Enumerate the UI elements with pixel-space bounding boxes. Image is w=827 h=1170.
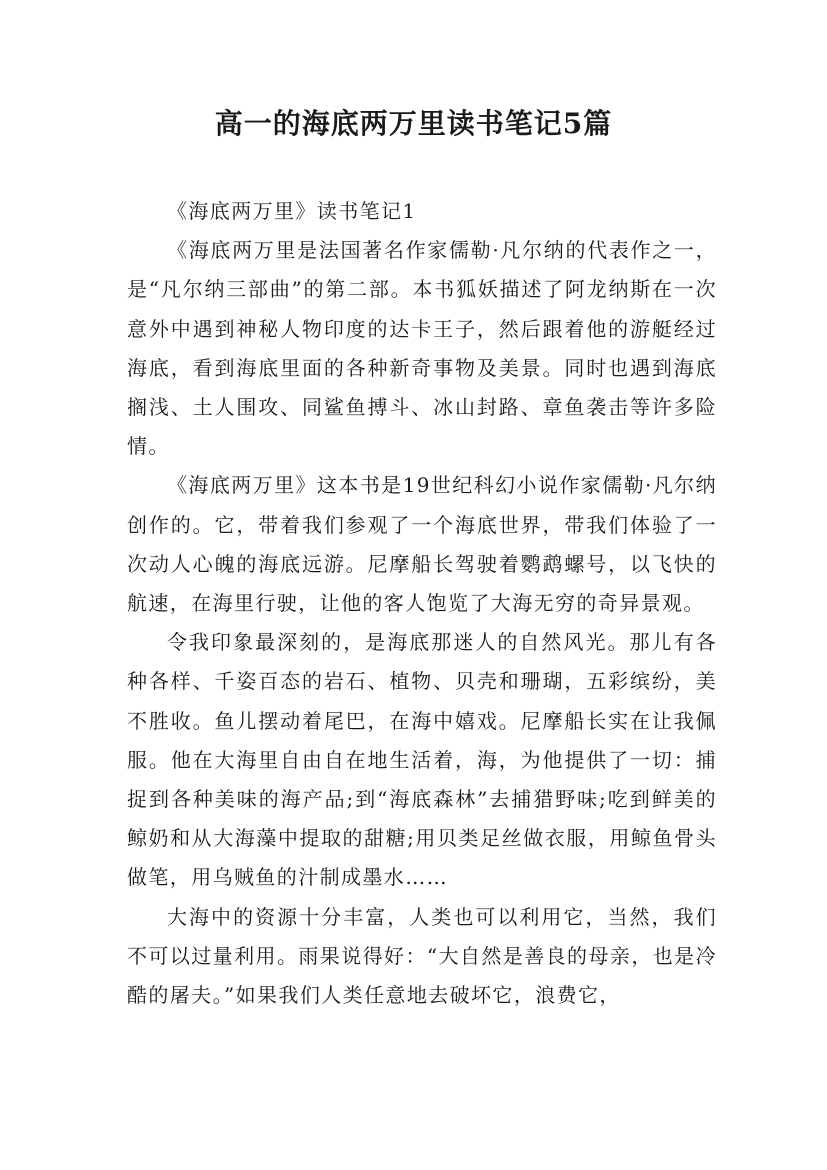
paragraph-2: 《海底两万里》这本书是19世纪科幻小说作家儒勒·凡尔纳创作的。它，带着我们参观了一个海底世界，带我们体验了一次动人心魄的海底远游。尼摩船长驾驶着鹦鹉螺号，以飞快的航速，在海里行驶，让他的客人饱览了大海无穷的奇异景观。 xyxy=(127,473,717,616)
paragraph-1: 《海底两万里是法国著名作家儒勒·凡尔纳的代表作之一，是“凡尔纳三部曲”的第二部。本书狐妖描述了阿龙纳斯在一次意外中遇到神秘人物印度的达卡王子，然后跟着他的游艇经过海底，看到海底里面的各种新奇事物及美景。同时也遇到海底搁浅、土人围攻、同鲨鱼搏斗、冰山封路、章鱼袭击等许多险情。 xyxy=(127,238,717,459)
document-title: 高一的海底两万里读书笔记5篇 xyxy=(214,107,613,140)
document-body xyxy=(127,192,717,1015)
paragraph-4: 大海中的资源十分丰富，人类也可以利用它，当然，我们不可以过量利用。雨果说得好：“大自然是善良的母亲，也是冷酷的屠夫。”如果我们人类任意地去破坏它，浪费它， xyxy=(127,904,717,1008)
paragraph-3: 令我印象最深刻的，是海底那迷人的自然风光。那儿有各种各样、千姿百态的岩石、植物、贝壳和珊瑚，五彩缤纷，美不胜收。鱼儿摆动着尾巴，在海中嬉戏。尼摩船长实在让我佩服。他在大海里自由自在地生活着，海，为他提供了一切：捕捉到各种美味的海产品;到“海底森林”去捕猎野味;吃到鲜美的鲸奶和从大海藻中提取的甜糖;用贝类足丝做衣服，用鲸鱼骨头做笔，用乌贼鱼的汁制成墨水…… xyxy=(127,630,717,890)
section-heading: 《海底两万里》读书笔记1 xyxy=(167,199,417,223)
